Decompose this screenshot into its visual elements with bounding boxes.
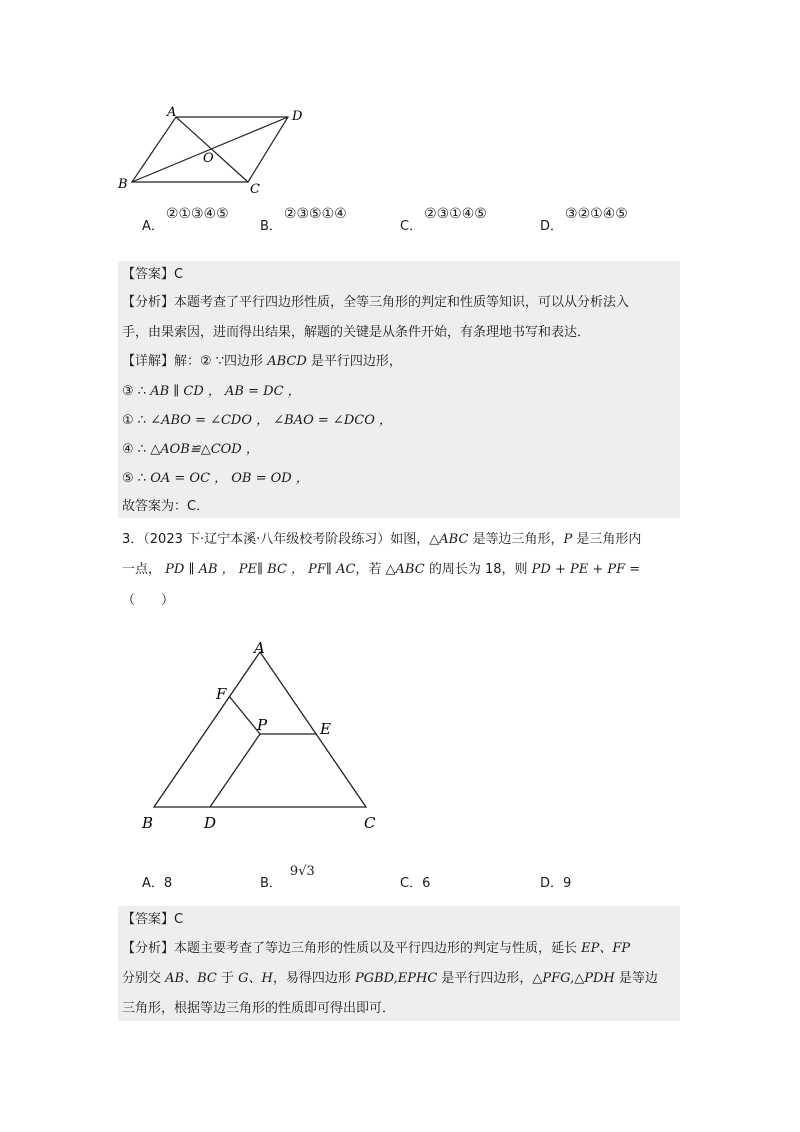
- stem-text: 一点，: [122, 562, 166, 577]
- label-c: C: [364, 814, 376, 832]
- parallelogram-figure: [110, 100, 320, 200]
- label-d: D: [292, 109, 303, 124]
- q2-analysis-line-2: 手，由果索因，进而得出结果，解题的关键是从条件开始，有条理地书写和表达．: [122, 325, 591, 340]
- q2-answer: 【答案】C: [122, 267, 184, 282]
- label-b: B: [118, 177, 128, 192]
- stem-math: P: [563, 532, 573, 547]
- option-text: ②③①④⑤: [424, 206, 487, 222]
- option-letter: A．: [142, 876, 164, 891]
- option-text: ③②①④⑤: [565, 206, 628, 222]
- q3-option-b[interactable]: [260, 864, 315, 891]
- analysis-math: G、H: [238, 971, 273, 986]
- analysis-math: EP、FP: [581, 941, 631, 956]
- detail-text: 【详解】解：② ∵四边形: [122, 354, 268, 369]
- stem-text: 是等边三角形，: [468, 532, 564, 547]
- q2-option-d[interactable]: [540, 206, 628, 234]
- analysis-math: AB、BC: [165, 971, 217, 986]
- stem-math: PD ∥ AB ， PE∥ BC ， PF∥ AC: [165, 562, 356, 577]
- option-letter: B．: [260, 219, 282, 234]
- step-math: △AOB≌△COD ，: [150, 442, 259, 457]
- label-d: D: [204, 814, 217, 832]
- q2-analysis-line-1: 【分析】本题考查了平行四边形性质，全等三角形的判定和性质等知识，可以从分析法入: [122, 295, 630, 310]
- q3-stem-line-1: [122, 531, 641, 549]
- label-p: P: [257, 716, 268, 734]
- analysis-text: 【分析】本题主要考查了等边三角形的性质以及平行四边形的判定与性质，延长: [122, 941, 582, 956]
- label-b: B: [142, 814, 154, 832]
- stem-math: △ABC: [385, 562, 425, 577]
- option-letter: C．: [400, 219, 423, 234]
- analysis-text: ，易得四边形: [272, 971, 355, 986]
- label-f: F: [216, 685, 227, 703]
- q3-stem-line-2: [122, 561, 640, 579]
- q3-option-a[interactable]: [142, 872, 172, 891]
- step-math: ∠ABO = ∠CDO ， ∠BAO = ∠DCO ，: [150, 413, 392, 428]
- detail-text-tail: 是平行四边形，: [306, 354, 402, 369]
- label-e: E: [320, 720, 331, 738]
- detail-math: ABCD: [267, 354, 307, 369]
- option-letter: D．: [540, 876, 564, 891]
- q2-option-c[interactable]: [400, 206, 487, 234]
- stem-text: 的周长为 18，则: [424, 562, 532, 577]
- stem-math: PD + PE + PF =: [531, 562, 641, 577]
- option-letter: B．: [260, 876, 282, 891]
- q2-final: 故答案为：C．: [122, 499, 210, 514]
- label-a: A: [254, 639, 265, 657]
- analysis-text: 是等边: [614, 971, 658, 986]
- q2-step-5: [122, 470, 309, 488]
- q2-option-a[interactable]: [142, 206, 229, 234]
- option-text: 8: [163, 876, 173, 891]
- step-prefix: ④ ∴: [122, 442, 151, 457]
- option-text: 9: [563, 876, 572, 891]
- step-prefix: ③ ∴: [122, 384, 151, 399]
- analysis-text: 分别交: [122, 971, 166, 986]
- q3-analysis-line-1: [122, 940, 630, 958]
- analysis-text: 于: [216, 971, 239, 986]
- q3-analysis-line-3: 三角形，根据等边三角形的性质即可得出即可．: [122, 1001, 396, 1016]
- q2-step-1: [122, 412, 392, 430]
- analysis-math: PGBD,EPHC: [354, 971, 438, 986]
- option-text: ②③⑤①④: [283, 206, 347, 222]
- q3-analysis-line-2: [122, 970, 658, 988]
- q2-step-3: [122, 383, 301, 401]
- q2-step-4: [122, 441, 259, 459]
- triangle-figure: [140, 635, 390, 835]
- step-prefix: ⑤ ∴: [122, 471, 151, 486]
- label-o: O: [203, 151, 214, 166]
- label-a: A: [167, 105, 177, 120]
- stem-text: 3．（2023 下·辽宁本溪·八年级校考阶段练习）如图，: [122, 532, 430, 547]
- q3-stem-line-3: （ ）: [122, 593, 175, 608]
- q2-option-b[interactable]: [260, 206, 347, 234]
- option-letter: A．: [142, 219, 164, 234]
- stem-text: 是三角形内: [572, 532, 642, 547]
- analysis-text: 是平行四边形，: [437, 971, 533, 986]
- step-prefix: ① ∴: [122, 413, 151, 428]
- q3-option-c[interactable]: [400, 872, 430, 891]
- option-text: ②①③④⑤: [165, 206, 229, 222]
- stem-text: ，若: [355, 562, 386, 577]
- q3-option-d[interactable]: [540, 872, 571, 891]
- option-letter: D．: [540, 219, 564, 234]
- label-c: C: [250, 182, 260, 197]
- step-math: OA = OC ， OB = OD ，: [150, 471, 309, 486]
- analysis-math: △PFG,△PDH: [532, 971, 615, 986]
- option-letter: C．: [400, 876, 423, 891]
- option-text: 6: [422, 876, 431, 891]
- q2-detail-line: [122, 353, 402, 371]
- stem-math: △ABC: [429, 532, 469, 547]
- q3-answer: 【答案】C: [122, 912, 184, 927]
- step-math: AB ∥ CD ， AB = DC ，: [150, 384, 301, 399]
- option-text: 9√3: [289, 864, 315, 879]
